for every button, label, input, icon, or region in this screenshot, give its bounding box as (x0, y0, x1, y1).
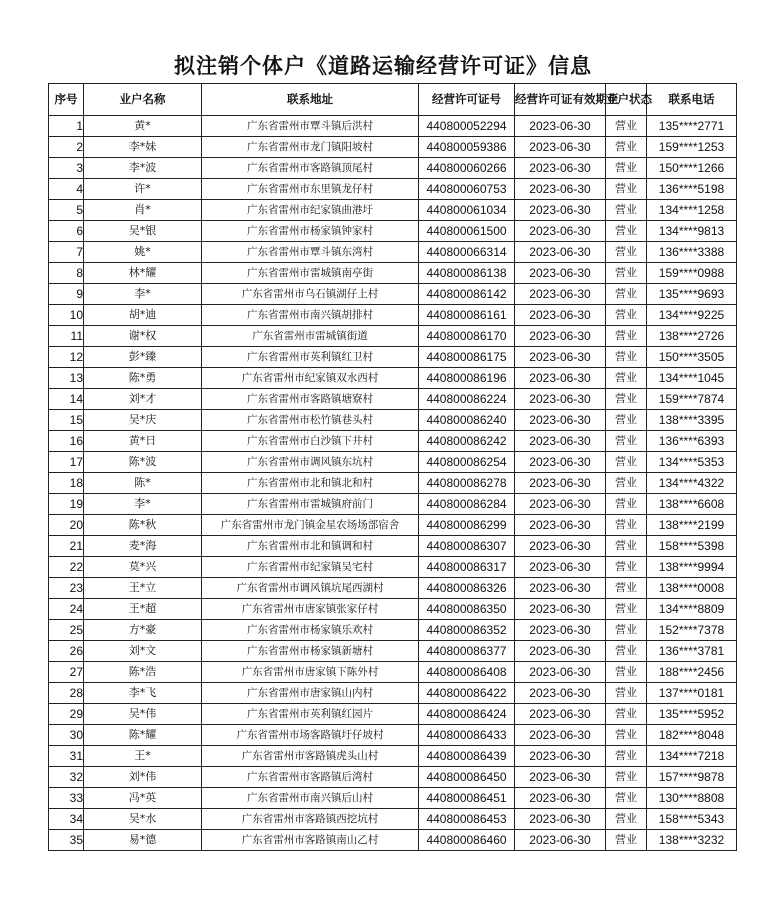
row-number: 2 (49, 137, 84, 158)
operator-name: 王*超 (84, 599, 202, 620)
table-row (49, 662, 737, 683)
document-title: 拟注销个体户《道路运输经营许可证》信息 (174, 54, 592, 78)
operator-status: 营业 (606, 599, 647, 620)
contact-phone: 135****2771 (647, 116, 737, 137)
row-number: 11 (49, 326, 84, 347)
operator-status: 营业 (606, 473, 647, 494)
table-row (49, 221, 737, 242)
license-number: 440800086161 (419, 305, 515, 326)
header-address: 联系地址 (202, 84, 419, 116)
license-number: 440800060753 (419, 179, 515, 200)
license-number: 440800052294 (419, 116, 515, 137)
license-expiry: 2023-06-30 (515, 683, 606, 704)
operator-name: 吴*水 (84, 809, 202, 830)
table-row (49, 368, 737, 389)
operator-status: 营业 (606, 515, 647, 536)
table-row (49, 599, 737, 620)
operator-status: 营业 (606, 263, 647, 284)
contact-phone: 134****5353 (647, 452, 737, 473)
table-row (49, 515, 737, 536)
license-expiry: 2023-06-30 (515, 494, 606, 515)
row-number: 19 (49, 494, 84, 515)
row-number: 14 (49, 389, 84, 410)
table-row (49, 683, 737, 704)
contact-phone: 136****3781 (647, 641, 737, 662)
operator-status: 营业 (606, 284, 647, 305)
operator-status: 营业 (606, 347, 647, 368)
contact-phone: 135****9693 (647, 284, 737, 305)
operator-status: 营业 (606, 368, 647, 389)
contact-phone: 138****6608 (647, 494, 737, 515)
contact-phone: 130****8808 (647, 788, 737, 809)
operator-name: 易*德 (84, 830, 202, 851)
license-expiry: 2023-06-30 (515, 389, 606, 410)
contact-address: 广东省雷州市南兴镇后山村 (202, 788, 419, 809)
license-expiry: 2023-06-30 (515, 725, 606, 746)
contact-phone: 137****0181 (647, 683, 737, 704)
row-number: 9 (49, 284, 84, 305)
license-expiry: 2023-06-30 (515, 599, 606, 620)
row-number: 27 (49, 662, 84, 683)
license-number: 440800086242 (419, 431, 515, 452)
table-row (49, 704, 737, 725)
header-license: 经营许可证号 (419, 84, 515, 116)
operator-name: 吴*庆 (84, 410, 202, 431)
operator-status: 营业 (606, 788, 647, 809)
operator-status: 营业 (606, 578, 647, 599)
operator-status: 营业 (606, 137, 647, 158)
license-expiry: 2023-06-30 (515, 347, 606, 368)
license-expiry: 2023-06-30 (515, 431, 606, 452)
contact-phone: 138****9994 (647, 557, 737, 578)
operator-name: 莫*兴 (84, 557, 202, 578)
operator-status: 营业 (606, 767, 647, 788)
table-row (49, 620, 737, 641)
contact-phone: 159****0988 (647, 263, 737, 284)
contact-address: 广东省雷州市客路镇顶尾村 (202, 158, 419, 179)
contact-address: 广东省雷州市客路镇后湾村 (202, 767, 419, 788)
operator-status: 营业 (606, 620, 647, 641)
contact-phone: 134****4322 (647, 473, 737, 494)
license-expiry: 2023-06-30 (515, 557, 606, 578)
header-phone: 联系电话 (647, 84, 737, 116)
operator-status: 营业 (606, 641, 647, 662)
row-number: 12 (49, 347, 84, 368)
table-row (49, 137, 737, 158)
license-expiry: 2023-06-30 (515, 620, 606, 641)
operator-name: 陈*秋 (84, 515, 202, 536)
contact-address: 广东省雷州市调风镇东坑村 (202, 452, 419, 473)
contact-address: 广东省雷州市东里镇龙仔村 (202, 179, 419, 200)
table-row (49, 725, 737, 746)
operator-status: 营业 (606, 410, 647, 431)
contact-phone: 134****9225 (647, 305, 737, 326)
contact-address: 广东省雷州市北和镇北和村 (202, 473, 419, 494)
header-expiry: 经营许可证有效期至 (515, 84, 606, 116)
contact-phone: 188****2456 (647, 662, 737, 683)
contact-address: 广东省雷州市客路镇虎头山村 (202, 746, 419, 767)
table-row (49, 473, 737, 494)
license-number: 440800086299 (419, 515, 515, 536)
contact-address: 广东省雷州市雷城镇街道 (202, 326, 419, 347)
operator-name: 林*耀 (84, 263, 202, 284)
operator-status: 营业 (606, 704, 647, 725)
license-expiry: 2023-06-30 (515, 704, 606, 725)
operator-name: 黄* (84, 116, 202, 137)
table-row (49, 578, 737, 599)
operator-status: 营业 (606, 116, 647, 137)
contact-phone: 159****7874 (647, 389, 737, 410)
license-number: 440800086433 (419, 725, 515, 746)
license-number: 440800086352 (419, 620, 515, 641)
contact-phone: 138****2199 (647, 515, 737, 536)
license-number: 440800086408 (419, 662, 515, 683)
operator-status: 营业 (606, 179, 647, 200)
contact-address: 广东省雷州市英利镇红园片 (202, 704, 419, 725)
row-number: 17 (49, 452, 84, 473)
operator-name: 胡*迪 (84, 305, 202, 326)
contact-address: 广东省雷州市唐家镇张家仔村 (202, 599, 419, 620)
contact-address: 广东省雷州市调风镇坑尾西湖村 (202, 578, 419, 599)
contact-phone: 138****2726 (647, 326, 737, 347)
operator-status: 营业 (606, 683, 647, 704)
license-number: 440800086240 (419, 410, 515, 431)
operator-name: 陈*波 (84, 452, 202, 473)
license-number: 440800086377 (419, 641, 515, 662)
row-number: 20 (49, 515, 84, 536)
row-number: 34 (49, 809, 84, 830)
contact-address: 广东省雷州市雷城镇府前门 (202, 494, 419, 515)
license-number: 440800086350 (419, 599, 515, 620)
operator-name: 王*立 (84, 578, 202, 599)
operator-name: 陈*勇 (84, 368, 202, 389)
license-number: 440800086424 (419, 704, 515, 725)
license-expiry: 2023-06-30 (515, 368, 606, 389)
license-expiry: 2023-06-30 (515, 137, 606, 158)
contact-phone: 182****8048 (647, 725, 737, 746)
contact-phone: 150****1266 (647, 158, 737, 179)
license-expiry: 2023-06-30 (515, 116, 606, 137)
table-row (49, 536, 737, 557)
row-number: 25 (49, 620, 84, 641)
contact-phone: 150****3505 (647, 347, 737, 368)
contact-phone: 158****5398 (647, 536, 737, 557)
contact-phone: 134****8809 (647, 599, 737, 620)
contact-address: 广东省雷州市白沙镇下井村 (202, 431, 419, 452)
contact-address: 广东省雷州市客路镇塘寮村 (202, 389, 419, 410)
contact-address: 广东省雷州市北和镇调和村 (202, 536, 419, 557)
contact-phone: 136****5198 (647, 179, 737, 200)
row-number: 33 (49, 788, 84, 809)
row-number: 1 (49, 116, 84, 137)
operator-name: 肖* (84, 200, 202, 221)
operator-status: 营业 (606, 242, 647, 263)
license-expiry: 2023-06-30 (515, 326, 606, 347)
license-number: 440800086224 (419, 389, 515, 410)
license-expiry: 2023-06-30 (515, 536, 606, 557)
operator-name: 方*豪 (84, 620, 202, 641)
row-number: 30 (49, 725, 84, 746)
row-number: 31 (49, 746, 84, 767)
contact-phone: 135****5952 (647, 704, 737, 725)
row-number: 24 (49, 599, 84, 620)
license-number: 440800086138 (419, 263, 515, 284)
operator-name: 许* (84, 179, 202, 200)
license-table (48, 83, 737, 851)
operator-name: 李* (84, 494, 202, 515)
license-expiry: 2023-06-30 (515, 830, 606, 851)
table-row (49, 116, 737, 137)
license-number: 440800086450 (419, 767, 515, 788)
license-expiry: 2023-06-30 (515, 641, 606, 662)
contact-address: 广东省雷州市雷城镇南亭街 (202, 263, 419, 284)
contact-address: 广东省雷州市唐家镇下陈外村 (202, 662, 419, 683)
table-row (49, 788, 737, 809)
operator-status: 营业 (606, 389, 647, 410)
contact-address: 广东省雷州市乌石镇湖仔上村 (202, 284, 419, 305)
operator-name: 冯*英 (84, 788, 202, 809)
contact-phone: 138****3232 (647, 830, 737, 851)
operator-name: 黄*日 (84, 431, 202, 452)
license-number: 440800086254 (419, 452, 515, 473)
row-number: 4 (49, 179, 84, 200)
license-number: 440800086142 (419, 284, 515, 305)
license-number: 440800086307 (419, 536, 515, 557)
operator-name: 吴*伟 (84, 704, 202, 725)
operator-name: 麦*海 (84, 536, 202, 557)
contact-address: 广东省雷州市场客路镇圩仔坡村 (202, 725, 419, 746)
table-row (49, 347, 737, 368)
operator-status: 营业 (606, 200, 647, 221)
contact-address: 广东省雷州市唐家镇山内村 (202, 683, 419, 704)
operator-status: 营业 (606, 557, 647, 578)
operator-status: 营业 (606, 662, 647, 683)
operator-name: 刘*文 (84, 641, 202, 662)
license-number: 440800086326 (419, 578, 515, 599)
operator-status: 营业 (606, 221, 647, 242)
contact-phone: 159****1253 (647, 137, 737, 158)
operator-name: 陈*浩 (84, 662, 202, 683)
table-row (49, 452, 737, 473)
contact-address: 广东省雷州市客路镇南山乙村 (202, 830, 419, 851)
row-number: 28 (49, 683, 84, 704)
table-row (49, 179, 737, 200)
table-row (49, 746, 737, 767)
row-number: 18 (49, 473, 84, 494)
operator-status: 营业 (606, 536, 647, 557)
contact-address: 广东省雷州市南兴镇胡排村 (202, 305, 419, 326)
table-row (49, 242, 737, 263)
contact-address: 广东省雷州市杨家镇新塘村 (202, 641, 419, 662)
contact-address: 广东省雷州市纪家镇双水西村 (202, 368, 419, 389)
license-expiry: 2023-06-30 (515, 221, 606, 242)
contact-phone: 157****9878 (647, 767, 737, 788)
table-row (49, 326, 737, 347)
license-number: 440800086453 (419, 809, 515, 830)
operator-name: 李*飞 (84, 683, 202, 704)
contact-phone: 138****3395 (647, 410, 737, 431)
license-expiry: 2023-06-30 (515, 179, 606, 200)
license-expiry: 2023-06-30 (515, 578, 606, 599)
license-number: 440800086175 (419, 347, 515, 368)
operator-name: 李*妹 (84, 137, 202, 158)
table-row (49, 284, 737, 305)
contact-address: 广东省雷州市纪家镇曲港圩 (202, 200, 419, 221)
header-name: 业户名称 (84, 84, 202, 116)
operator-name: 彭*臻 (84, 347, 202, 368)
license-number: 440800086451 (419, 788, 515, 809)
license-number: 440800086170 (419, 326, 515, 347)
contact-phone: 134****1045 (647, 368, 737, 389)
row-number: 32 (49, 767, 84, 788)
table-row (49, 557, 737, 578)
table-row (49, 809, 737, 830)
row-number: 22 (49, 557, 84, 578)
operator-status: 营业 (606, 809, 647, 830)
row-number: 8 (49, 263, 84, 284)
operator-name: 李*波 (84, 158, 202, 179)
row-number: 29 (49, 704, 84, 725)
operator-name: 刘*伟 (84, 767, 202, 788)
operator-status: 营业 (606, 830, 647, 851)
license-expiry: 2023-06-30 (515, 746, 606, 767)
contact-address: 广东省雷州市龙门镇阳坡村 (202, 137, 419, 158)
row-number: 26 (49, 641, 84, 662)
row-number: 5 (49, 200, 84, 221)
license-expiry: 2023-06-30 (515, 809, 606, 830)
operator-status: 营业 (606, 452, 647, 473)
license-number: 440800060266 (419, 158, 515, 179)
license-number: 440800059386 (419, 137, 515, 158)
operator-status: 营业 (606, 326, 647, 347)
row-number: 23 (49, 578, 84, 599)
row-number: 15 (49, 410, 84, 431)
operator-name: 陈* (84, 473, 202, 494)
contact-address: 广东省雷州市松竹镇巷头村 (202, 410, 419, 431)
row-number: 3 (49, 158, 84, 179)
operator-name: 王* (84, 746, 202, 767)
license-expiry: 2023-06-30 (515, 284, 606, 305)
contact-address: 广东省雷州市龙门镇金星农场场部宿舍 (202, 515, 419, 536)
license-number: 440800086278 (419, 473, 515, 494)
license-expiry: 2023-06-30 (515, 788, 606, 809)
row-number: 7 (49, 242, 84, 263)
contact-address: 广东省雷州市纪家镇吴宅村 (202, 557, 419, 578)
row-number: 21 (49, 536, 84, 557)
license-number: 440800086422 (419, 683, 515, 704)
license-expiry: 2023-06-30 (515, 410, 606, 431)
table-row (49, 431, 737, 452)
license-number: 440800086460 (419, 830, 515, 851)
operator-name: 吴*银 (84, 221, 202, 242)
operator-name: 陈*耀 (84, 725, 202, 746)
license-expiry: 2023-06-30 (515, 452, 606, 473)
row-number: 13 (49, 368, 84, 389)
contact-phone: 152****7378 (647, 620, 737, 641)
license-expiry: 2023-06-30 (515, 242, 606, 263)
license-number: 440800086284 (419, 494, 515, 515)
operator-status: 营业 (606, 158, 647, 179)
contact-phone: 134****9813 (647, 221, 737, 242)
license-expiry: 2023-06-30 (515, 473, 606, 494)
license-number: 440800061034 (419, 200, 515, 221)
row-number: 35 (49, 830, 84, 851)
operator-name: 李* (84, 284, 202, 305)
operator-status: 营业 (606, 746, 647, 767)
table-row (49, 200, 737, 221)
license-expiry: 2023-06-30 (515, 305, 606, 326)
contact-phone: 138****0008 (647, 578, 737, 599)
header-row (49, 84, 737, 116)
license-number: 440800086317 (419, 557, 515, 578)
contact-phone: 136****3388 (647, 242, 737, 263)
table-row (49, 158, 737, 179)
table-row (49, 263, 737, 284)
operator-status: 营业 (606, 494, 647, 515)
contact-phone: 134****1258 (647, 200, 737, 221)
contact-phone: 136****6393 (647, 431, 737, 452)
operator-status: 营业 (606, 725, 647, 746)
contact-address: 广东省雷州市杨家镇乐欢村 (202, 620, 419, 641)
contact-phone: 134****7218 (647, 746, 737, 767)
license-number: 440800086439 (419, 746, 515, 767)
row-number: 10 (49, 305, 84, 326)
table-row (49, 494, 737, 515)
table-row (49, 305, 737, 326)
table-row (49, 830, 737, 851)
contact-address: 广东省雷州市英利镇红卫村 (202, 347, 419, 368)
license-expiry: 2023-06-30 (515, 515, 606, 536)
license-expiry: 2023-06-30 (515, 200, 606, 221)
table-row (49, 767, 737, 788)
table-row (49, 389, 737, 410)
license-number: 440800086196 (419, 368, 515, 389)
row-number: 16 (49, 431, 84, 452)
contact-phone: 158****5343 (647, 809, 737, 830)
operator-name: 姚* (84, 242, 202, 263)
operator-name: 谢*权 (84, 326, 202, 347)
operator-status: 营业 (606, 431, 647, 452)
contact-address: 广东省雷州市覃斗镇后洪村 (202, 116, 419, 137)
license-expiry: 2023-06-30 (515, 263, 606, 284)
row-number: 6 (49, 221, 84, 242)
license-expiry: 2023-06-30 (515, 158, 606, 179)
operator-status: 营业 (606, 305, 647, 326)
license-number: 440800061500 (419, 221, 515, 242)
contact-address: 广东省雷州市杨家镇钟家村 (202, 221, 419, 242)
contact-address: 广东省雷州市覃斗镇东湾村 (202, 242, 419, 263)
header-no: 序号 (49, 84, 84, 116)
table-row (49, 410, 737, 431)
license-expiry: 2023-06-30 (515, 767, 606, 788)
table-row (49, 641, 737, 662)
contact-address: 广东省雷州市客路镇西挖坑村 (202, 809, 419, 830)
license-expiry: 2023-06-30 (515, 662, 606, 683)
license-number: 440800066314 (419, 242, 515, 263)
operator-name: 刘*才 (84, 389, 202, 410)
header-status: 业户状态 (606, 84, 647, 116)
